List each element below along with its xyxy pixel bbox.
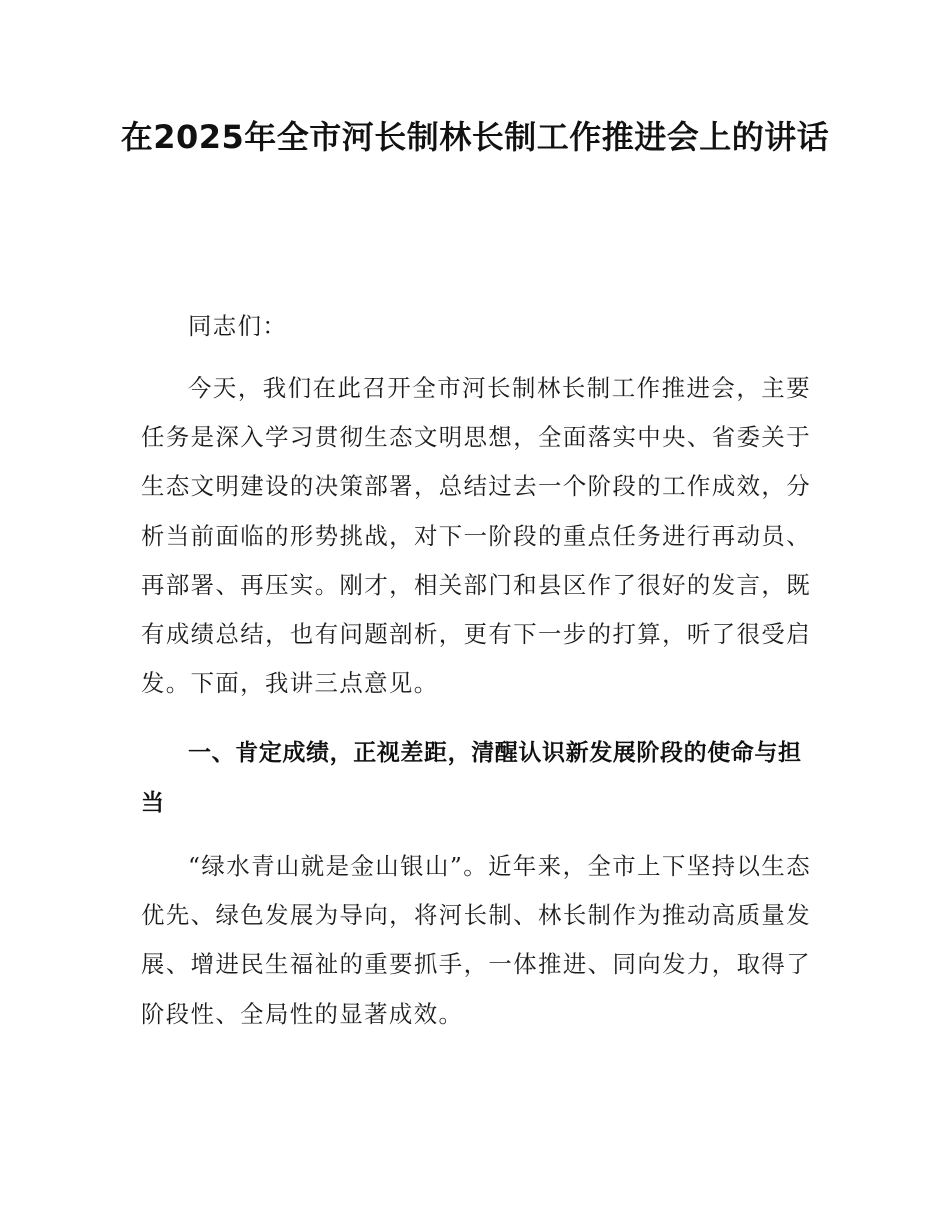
paragraph-section-1: “绿水青山就是金山银山”。近年来，全市上下坚持以生态优先、绿色发展为导向，将河长制、林长制作为推动高质量发展、增进民生福祉的重要抓手，一体推进、同向发力，取得了阶段性、全局性的显著成效。: [141, 852, 811, 1028]
section-heading-1: 一、肯定成绩，正视差距，清醒认识新发展阶段的使命与担当: [141, 740, 802, 816]
salutation: 同志们：: [188, 312, 288, 340]
paragraph-intro: 今天，我们在此召开全市河长制林长制工作推进会，主要任务是深入学习贯彻生态文明思想，全面落实中央、省委关于生态文明建设的决策部署，总结过去一个阶段的工作成效，分析当前面临的形势挑战，对下一阶段的重点任务进行再动员、再部署、再压实。刚才，相关部门和县区作了很好的发言，既有成绩总结，也有问题剖析，更有下一步的打算，听了很受启发。下面，我讲三点意见。: [141, 374, 811, 698]
document-title: 在2025年全市河长制林长制工作推进会上的讲话: [120, 118, 830, 156]
